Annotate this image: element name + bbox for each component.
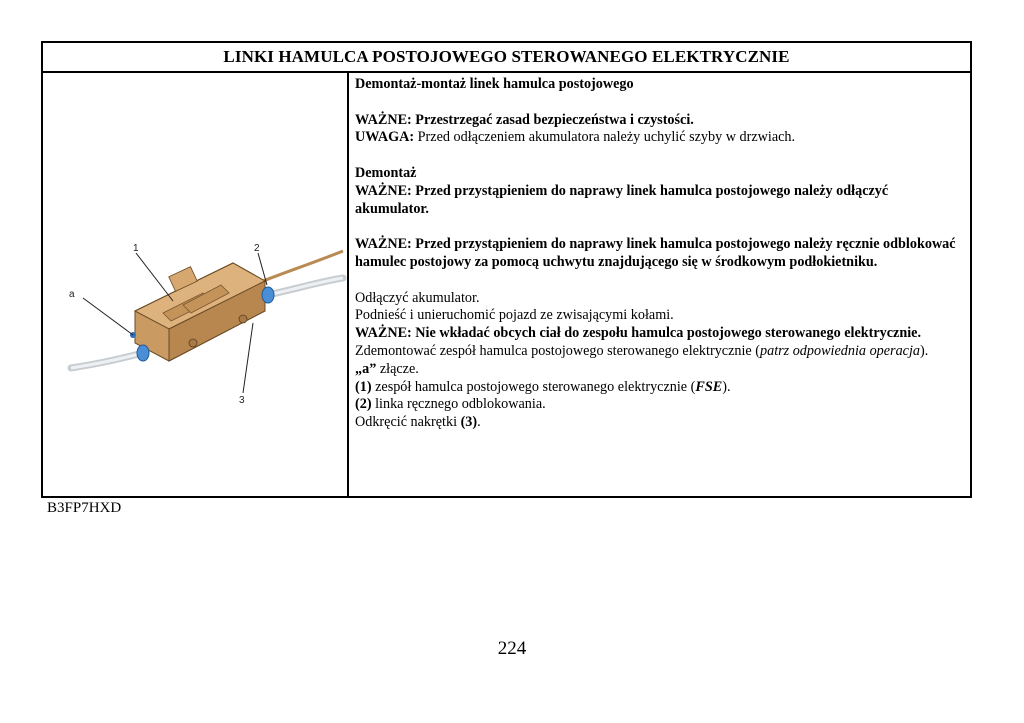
callout-2: 2 [254, 243, 260, 254]
page-number: 224 [497, 638, 527, 659]
leader-3 [243, 323, 253, 393]
step-text: Odkręcić nakrętki [355, 414, 461, 431]
cable-clip-right [262, 287, 274, 303]
legend-item [355, 396, 964, 414]
leader-a [83, 298, 133, 335]
step-text: . [477, 414, 481, 431]
legend-item [355, 379, 964, 397]
step: Odłączyć akumulator. [355, 289, 480, 306]
leader-1 [136, 253, 173, 301]
callout-1: 1 [133, 243, 139, 254]
illustration-cell [43, 73, 349, 496]
note-text: Przed odłączeniem akumulatora należy uchylić szyby w drzwiach. [414, 129, 796, 146]
legend-label: „a” [355, 360, 377, 377]
nut [239, 315, 247, 323]
step [355, 343, 964, 361]
step [355, 414, 964, 432]
legend-abbr: FSE [695, 378, 723, 395]
important-note: WAŻNE: Przestrzegać zasad bezpieczeństwa i czystości. [355, 111, 694, 128]
parking-brake-unit-illustration [43, 73, 347, 498]
legend-text: ). [722, 378, 731, 395]
important-note: WAŻNE: Przed przystąpieniem do naprawy linek hamulca postojowego należy odłączyć akumulator. [355, 182, 889, 217]
step-text: ). [920, 342, 929, 359]
cross-reference: patrz odpowiednia operacja [760, 342, 920, 359]
procedure-table [41, 41, 972, 498]
legend-text: zespół hamulca postojowego sterowanego elektrycznie ( [371, 378, 696, 395]
legend-label: (2) [355, 396, 372, 413]
legend-text: linka ręcznego odblokowania. [371, 396, 546, 413]
step: Podnieść i unieruchomić pojazd ze zwisającymi kołami. [355, 307, 674, 324]
instructions-cell [349, 73, 970, 496]
legend-label: (1) [355, 378, 372, 395]
procedure-heading: Demontaż-montaż linek hamulca postojowego [355, 76, 634, 92]
cable-right-highlight [268, 278, 343, 295]
legend-text: złącze. [376, 360, 419, 377]
cable-clip-left [137, 345, 149, 361]
step-ref: (3) [460, 414, 478, 431]
cable-left-highlight [71, 353, 143, 368]
section-heading: Demontaż [355, 164, 417, 181]
image-reference-code: B3FP7HXD [47, 500, 122, 516]
step-text: Zdemontować zespół hamulca postojowego sterowanego elektrycznie ( [355, 342, 760, 359]
note-paragraph [355, 129, 964, 147]
legend-item [355, 361, 964, 379]
nut [189, 339, 197, 347]
page-title: LINKI HAMULCA POSTOJOWEGO STEROWANEGO ELEKTRYCZNIE [43, 43, 970, 73]
important-note: WAŻNE: Przed przystąpieniem do naprawy linek hamulca postojowego należy ręcznie odblokować hamulec postojowy za pomocą uchwytu znajdującego się w środkowym podłokietniku. [355, 236, 956, 270]
important-note: WAŻNE: Nie wkładać obcych ciał do zespołu hamulca postojowego sterowanego elektrycznie. [355, 325, 922, 342]
callout-3: 3 [239, 395, 245, 406]
callout-a: a [69, 289, 75, 300]
note-label: UWAGA: [355, 129, 415, 146]
